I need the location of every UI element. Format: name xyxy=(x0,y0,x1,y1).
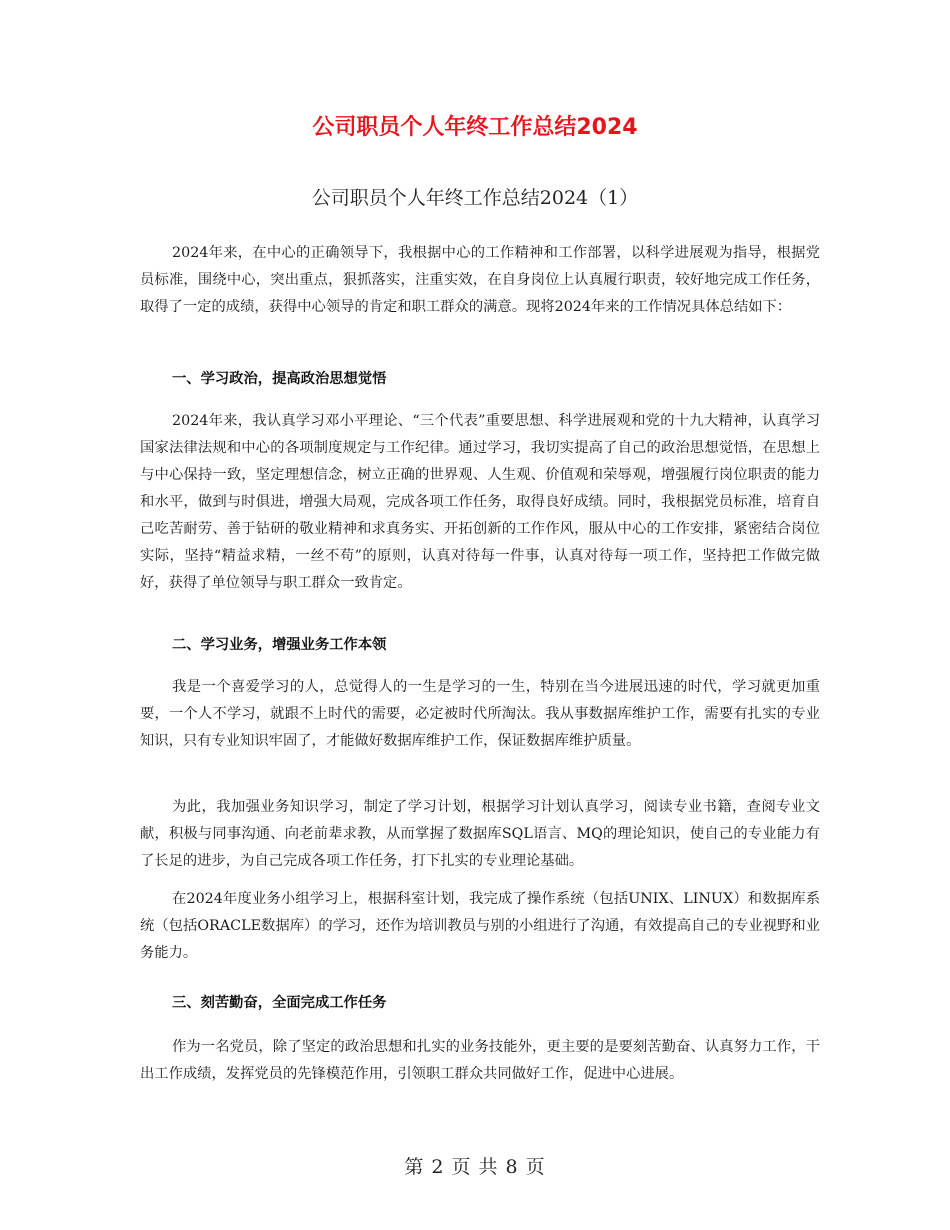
page-number-footer: 第 2 页 共 8 页 xyxy=(404,1156,546,1178)
paragraph-business-2: 为此，我加强业务知识学习，制定了学习计划，根据学习计划认真学习，阅读专业书籍，查阅专业文献，积极与同事沟通、向老前辈求教，从而掌握了数据库SQL语言、MQ的理论知识，使自己的专业能力有了长足的进步，为自己完成各项工作任务，打下扎实的专业理论基础。 xyxy=(140,799,820,869)
section-heading-1: 一、学习政治，提高政治思想觉悟 xyxy=(172,371,387,387)
section-heading-2: 二、学习业务，增强业务工作本领 xyxy=(172,637,387,653)
document-title: 公司职员个人年终工作总结2024 xyxy=(312,115,638,140)
paragraph-business-1: 我是一个喜爱学习的人，总觉得人的一生是学习的一生，特别在当今进展迅速的时代，学习就更加重要，一个人不学习，就跟不上时代的需要，必定被时代所淘汰。我从事数据库维护工作，需要有扎实的专业知识，只有专业知识牢固了，才能做好数据库维护工作，保证数据库维护质量。 xyxy=(140,679,820,749)
paragraph-business-3: 在2024年度业务小组学习上，根据科室计划，我完成了操作系统（包括UNIX、LINUX）和数据库系统（包括ORACLE数据库）的学习，还作为培训教员与别的小组进行了沟通，有效提高自己的专业视野和业务能力。 xyxy=(140,891,820,961)
document-subtitle: 公司职员个人年终工作总结2024（1） xyxy=(311,187,639,209)
paragraph-politics: 2024年来，我认真学习邓小平理论、“三个代表”重要思想、科学进展观和党的十九大精神，认真学习国家法律法规和中心的各项制度规定与工作纪律。通过学习，我切实提高了自己的政治思想觉悟，在思想上与中心保持一致，坚定理想信念，树立正确的世界观、人生观、价值观和荣辱观，增强履行岗位职责的能力和水平，做到与时俱进，增强大局观，完成各项工作任务，取得良好成绩。同时，我根据党员标准，培育自己吃苦耐劳、善于钻研的敬业精神和求真务实、开拓创新的工作作风，服从中心的工作安排，紧密结合岗位实际，坚持“精益求精，一丝不苟”的原则，认真对待每一件事，认真对待每一项工作，坚持把工作做完做好，获得了单位领导与职工群众一致肯定。 xyxy=(140,413,820,591)
paragraph-diligence: 作为一名党员，除了坚定的政治思想和扎实的业务技能外，更主要的是要刻苦勤奋、认真努力工作，干出工作成绩，发挥党员的先锋模范作用，引领职工群众共同做好工作，促进中心进展。 xyxy=(140,1039,820,1082)
paragraph-intro: 2024年来，在中心的正确领导下，我根据中心的工作精神和工作部署，以科学进展观为指导，根据党员标准，围绕中心，突出重点，狠抓落实，注重实效，在自身岗位上认真履行职责，较好地完成工作任务，取得了一定的成绩，获得中心领导的肯定和职工群众的满意。现将2024年来的工作情况具体总结如下： xyxy=(140,245,820,315)
section-heading-3: 三、刻苦勤奋，全面完成工作任务 xyxy=(172,995,387,1011)
